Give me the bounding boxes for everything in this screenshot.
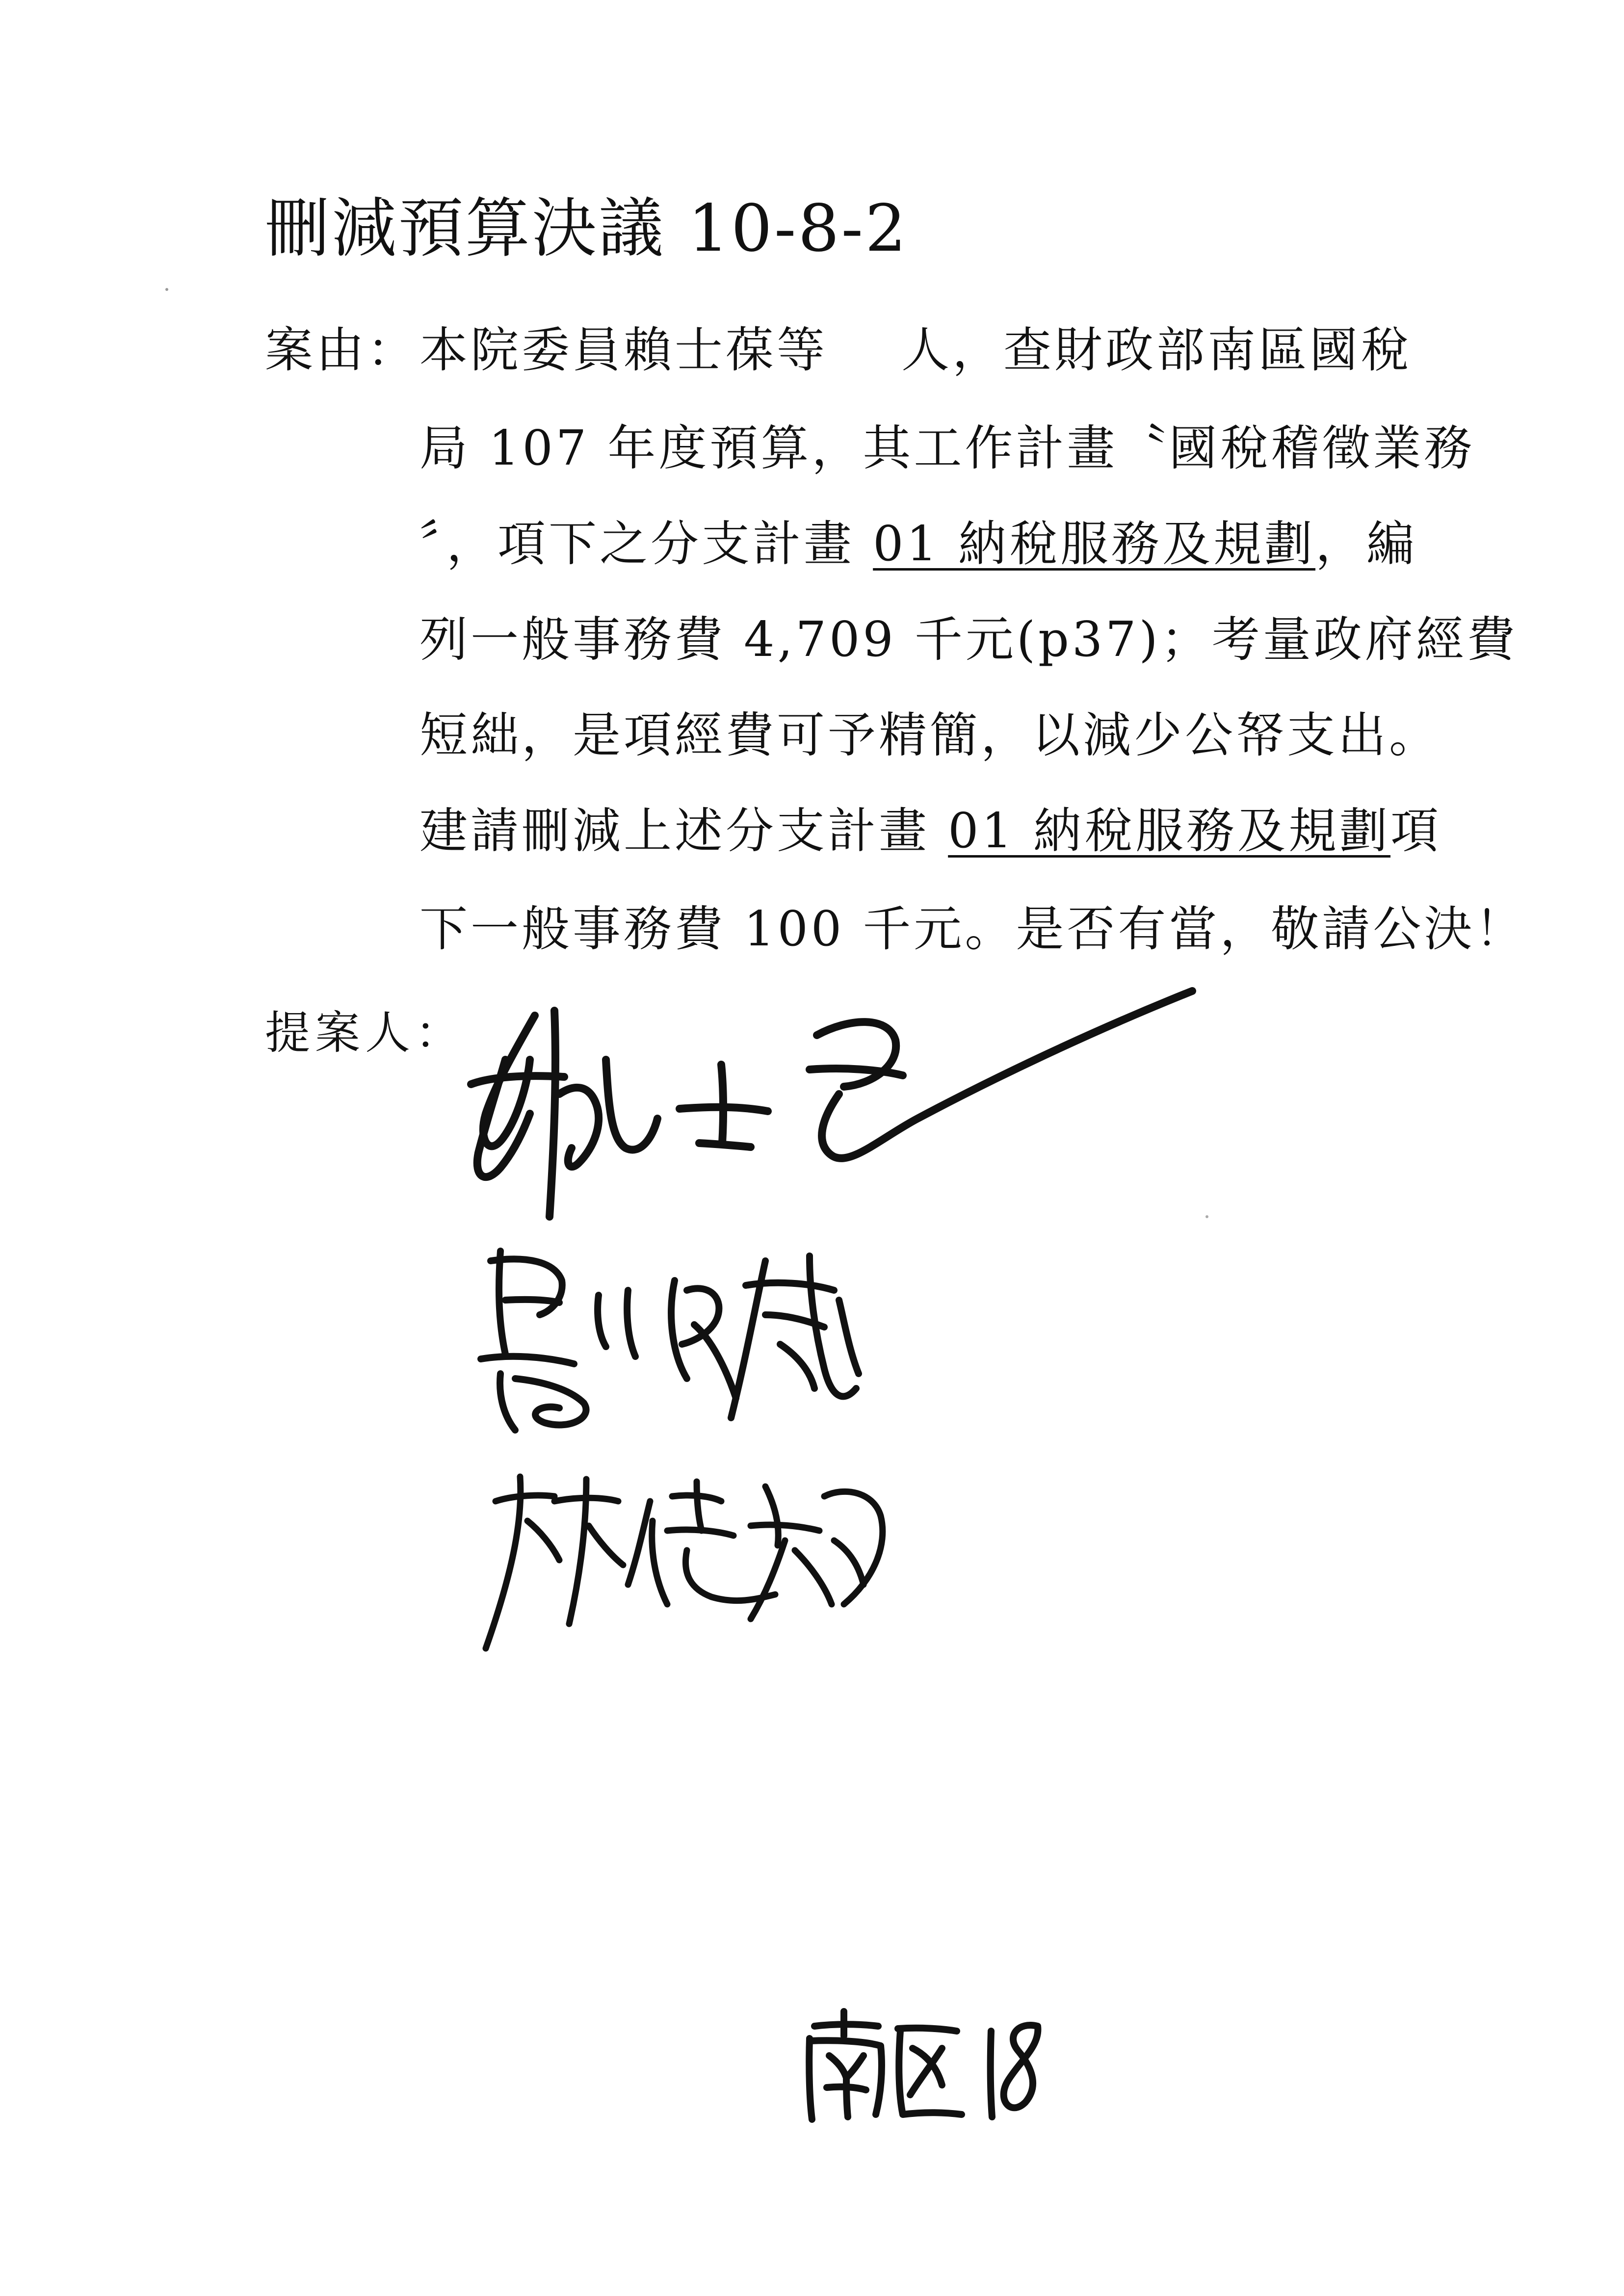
case-line-2-part-1: 局 107 年度預算，其工作計畫〝國稅稽徵業務 — [419, 420, 1475, 476]
case-line-6-part-3: 項 — [1390, 803, 1442, 859]
case-line-3-underlined-plan: 01 納稅服務及規劃 — [873, 516, 1316, 572]
case-line-4-part-1: 列一般事務費 4,709 千元(p37)；考量政府經費 — [419, 612, 1518, 668]
document-title: 刪減預算決議 10-8-2 — [265, 191, 909, 266]
case-line-6-part-1: 建請刪減上述分支計畫 — [419, 803, 948, 859]
case-line-1-part-1: 本院委員賴士葆等 — [419, 322, 828, 378]
case-line-5-part-1: 短絀，是項經費可予精簡，以減少公帑支出。 — [419, 707, 1441, 763]
case-line-6-underlined-plan: 01 納稅服務及規劃 — [948, 803, 1391, 859]
case-line-7-part-1: 下一般事務費 100 千元。是否有當，敬請公決！ — [419, 901, 1526, 957]
case-label: 案由： — [265, 322, 419, 378]
case-line-3-part-1: 〞，項下之分支計畫 — [419, 516, 873, 572]
case-line-1-part-2: 人，查財政部南區國稅 — [901, 322, 1412, 378]
proposer-label: 提案人： — [265, 1007, 466, 1059]
case-line-3-part-3: ，編 — [1315, 516, 1418, 572]
